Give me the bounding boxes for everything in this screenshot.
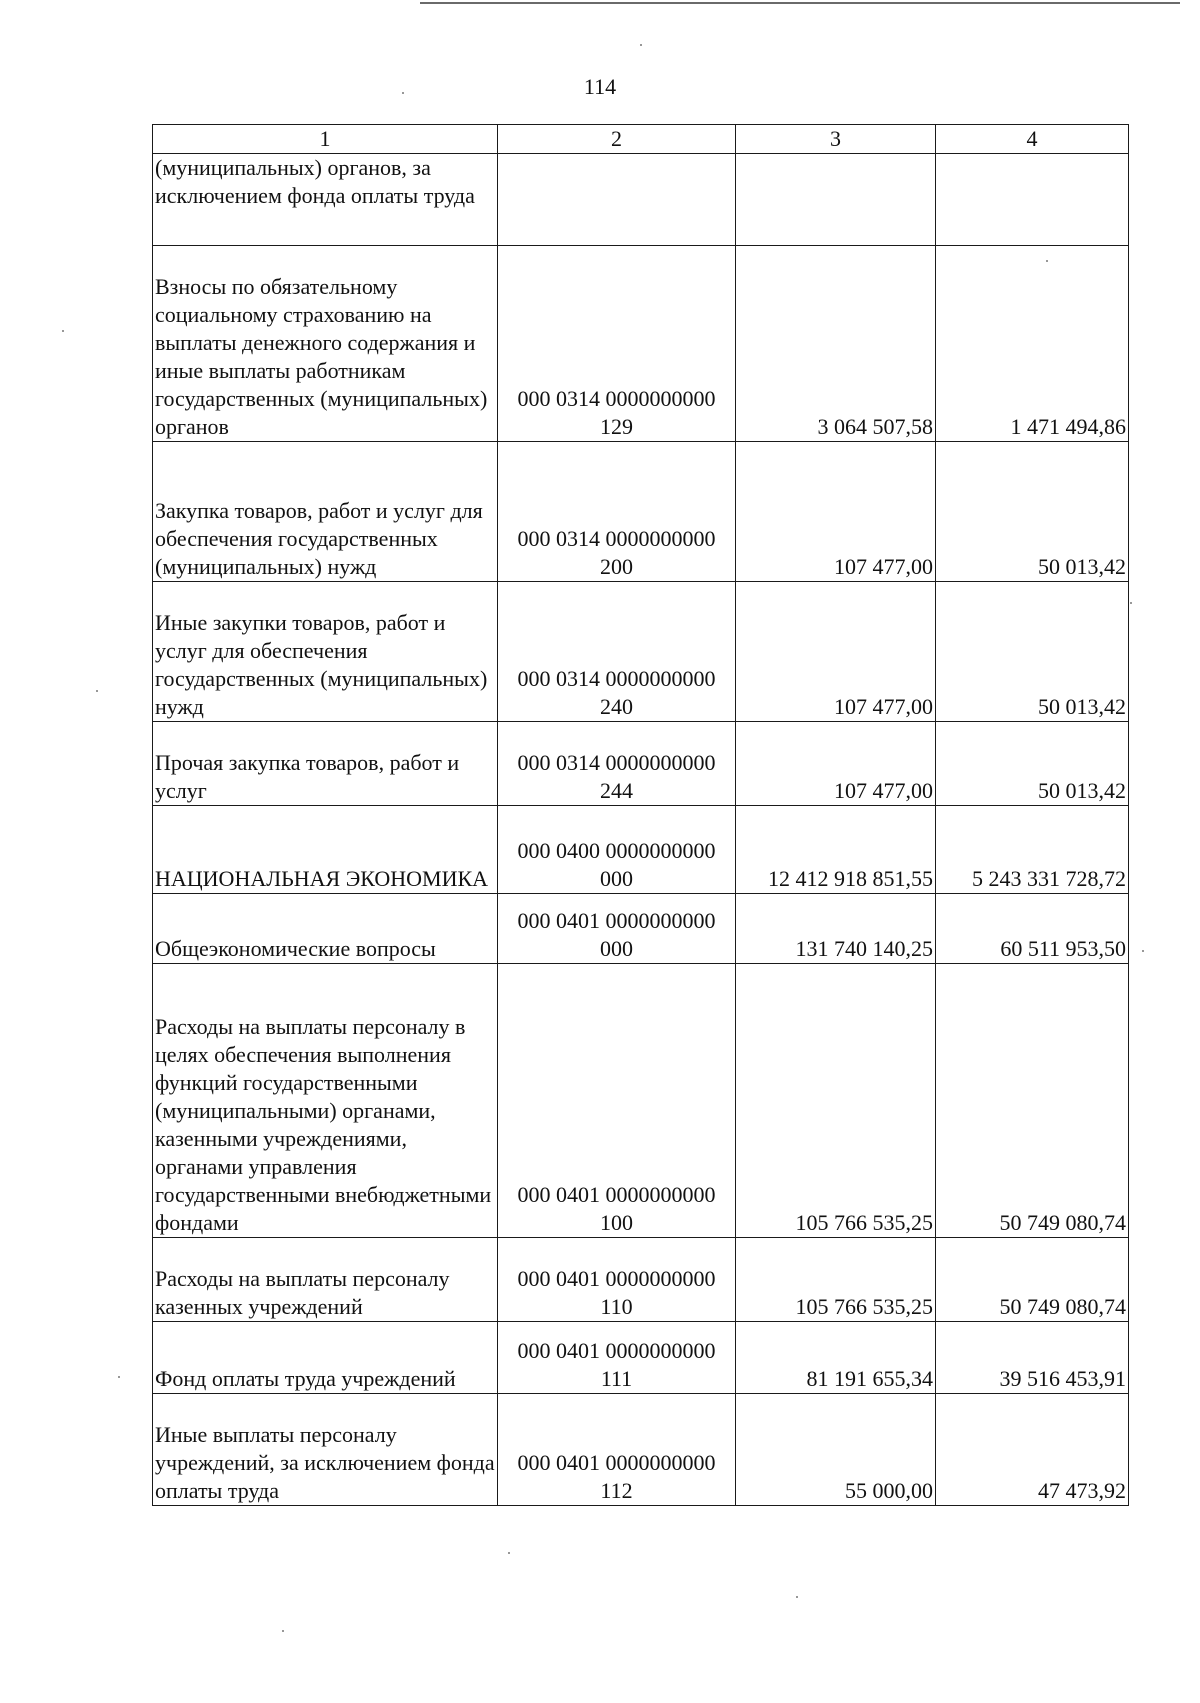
page-number: 114 [583, 74, 617, 99]
row-code [498, 246, 736, 442]
scan-speck [1046, 260, 1048, 262]
row-code [498, 964, 736, 1238]
row-col3: 107 477,00 [736, 442, 936, 582]
header-col-3: 3 [736, 125, 936, 154]
row-name: Фонд оплаты труда учреждений [153, 1322, 498, 1394]
table-header-row [153, 125, 1129, 154]
row-code [498, 1238, 736, 1322]
row-code-suffix: 244 [600, 778, 633, 803]
table-row [153, 246, 1129, 442]
row-name: НАЦИОНАЛЬНАЯ ЭКОНОМИКА [153, 806, 498, 894]
row-code [498, 1322, 736, 1394]
table-row [153, 894, 1129, 964]
row-col4: 50 013,42 [936, 442, 1129, 582]
row-col4: 47 473,92 [936, 1394, 1129, 1506]
scan-speck [118, 1376, 120, 1378]
row-code [498, 1394, 736, 1506]
row-code [498, 582, 736, 722]
table-row [153, 582, 1129, 722]
row-code [498, 894, 736, 964]
row-name: Закупка товаров, работ и услуг для обеспечения государственных (муниципальных) нужд [153, 442, 498, 582]
budget-table [152, 124, 1129, 1506]
row-code-prefix: 000 0314 0000000000 [517, 386, 716, 411]
row-col3: 105 766 535,25 [736, 964, 936, 1238]
scan-speck [282, 1630, 284, 1632]
table-row [153, 442, 1129, 582]
row-code-suffix: 111 [600, 1366, 633, 1391]
row-col4: 5 243 331 728,72 [936, 806, 1129, 894]
row-col3: 107 477,00 [736, 722, 936, 806]
row-col3 [736, 154, 936, 246]
row-col3: 3 064 507,58 [736, 246, 936, 442]
row-code [498, 722, 736, 806]
table-row [153, 806, 1129, 894]
row-code-prefix: 000 0314 0000000000 [517, 666, 716, 691]
row-code-prefix: 000 0401 0000000000 [517, 1450, 716, 1475]
row-col3: 107 477,00 [736, 582, 936, 722]
row-code-suffix: 112 [600, 1478, 633, 1503]
row-col4: 1 471 494,86 [936, 246, 1129, 442]
row-code-suffix: 129 [600, 414, 633, 439]
row-col4: 50 013,42 [936, 722, 1129, 806]
scan-speck [96, 690, 98, 692]
row-name: (муниципальных) органов, за исключением фонда оплаты труда [153, 154, 498, 246]
table-row [153, 1238, 1129, 1322]
header-col-1: 1 [153, 125, 498, 154]
row-code-suffix: 000 [600, 866, 633, 891]
row-col3: 81 191 655,34 [736, 1322, 936, 1394]
scan-speck [640, 44, 642, 46]
row-code-prefix: 000 0401 0000000000 [517, 1266, 716, 1291]
row-code [498, 806, 736, 894]
row-code [498, 442, 736, 582]
top-scan-rule [420, 2, 1180, 4]
table-row [153, 1322, 1129, 1394]
row-code-suffix: 200 [600, 554, 633, 579]
scan-speck [508, 1552, 510, 1554]
scan-speck [1142, 950, 1144, 952]
row-name: Расходы на выплаты персоналу в целях обеспечения выполнения функций государственными (муниципальными) органами, казенными учреждениями, органами управления государственными внебюджетными фондами [153, 964, 498, 1238]
row-code-prefix: 000 0401 0000000000 [517, 1338, 716, 1363]
table-row [153, 722, 1129, 806]
row-code-prefix: 000 0400 0000000000 [517, 838, 716, 863]
row-col4: 39 516 453,91 [936, 1322, 1129, 1394]
row-col4: 50 749 080,74 [936, 964, 1129, 1238]
row-name: Иные выплаты персоналу учреждений, за исключением фонда оплаты труда [153, 1394, 498, 1506]
row-code-prefix: 000 0401 0000000000 [517, 1182, 716, 1207]
row-code-suffix: 100 [600, 1210, 633, 1235]
row-code-suffix: 000 [600, 936, 633, 961]
scan-speck [62, 330, 64, 332]
row-name: Взносы по обязательному социальному страхованию на выплаты денежного содержания и иные выплаты работникам государственных (муниципальных) органов [153, 246, 498, 442]
scan-speck [402, 92, 404, 94]
row-code-prefix: 000 0401 0000000000 [517, 908, 716, 933]
row-name: Расходы на выплаты персоналу казенных учреждений [153, 1238, 498, 1322]
row-name: Иные закупки товаров, работ и услуг для обеспечения государственных (муниципальных) нужд [153, 582, 498, 722]
row-col3: 131 740 140,25 [736, 894, 936, 964]
row-col4 [936, 154, 1129, 246]
scan-speck [1130, 602, 1132, 604]
table-row [153, 154, 1129, 246]
scan-speck [796, 1596, 798, 1598]
row-col3: 12 412 918 851,55 [736, 806, 936, 894]
header-col-2: 2 [498, 125, 736, 154]
row-code-suffix: 110 [600, 1294, 633, 1319]
row-col4: 50 749 080,74 [936, 1238, 1129, 1322]
row-code-prefix: 000 0314 0000000000 [517, 750, 716, 775]
row-code-prefix: 000 0314 0000000000 [517, 526, 716, 551]
row-col4: 60 511 953,50 [936, 894, 1129, 964]
row-col3: 105 766 535,25 [736, 1238, 936, 1322]
row-code [498, 154, 736, 246]
header-col-4: 4 [936, 125, 1129, 154]
row-name: Общеэкономические вопросы [153, 894, 498, 964]
row-name: Прочая закупка товаров, работ и услуг [153, 722, 498, 806]
table-row [153, 964, 1129, 1238]
row-col4: 50 013,42 [936, 582, 1129, 722]
table-row [153, 1394, 1129, 1506]
row-col3: 55 000,00 [736, 1394, 936, 1506]
row-code-suffix: 240 [600, 694, 633, 719]
